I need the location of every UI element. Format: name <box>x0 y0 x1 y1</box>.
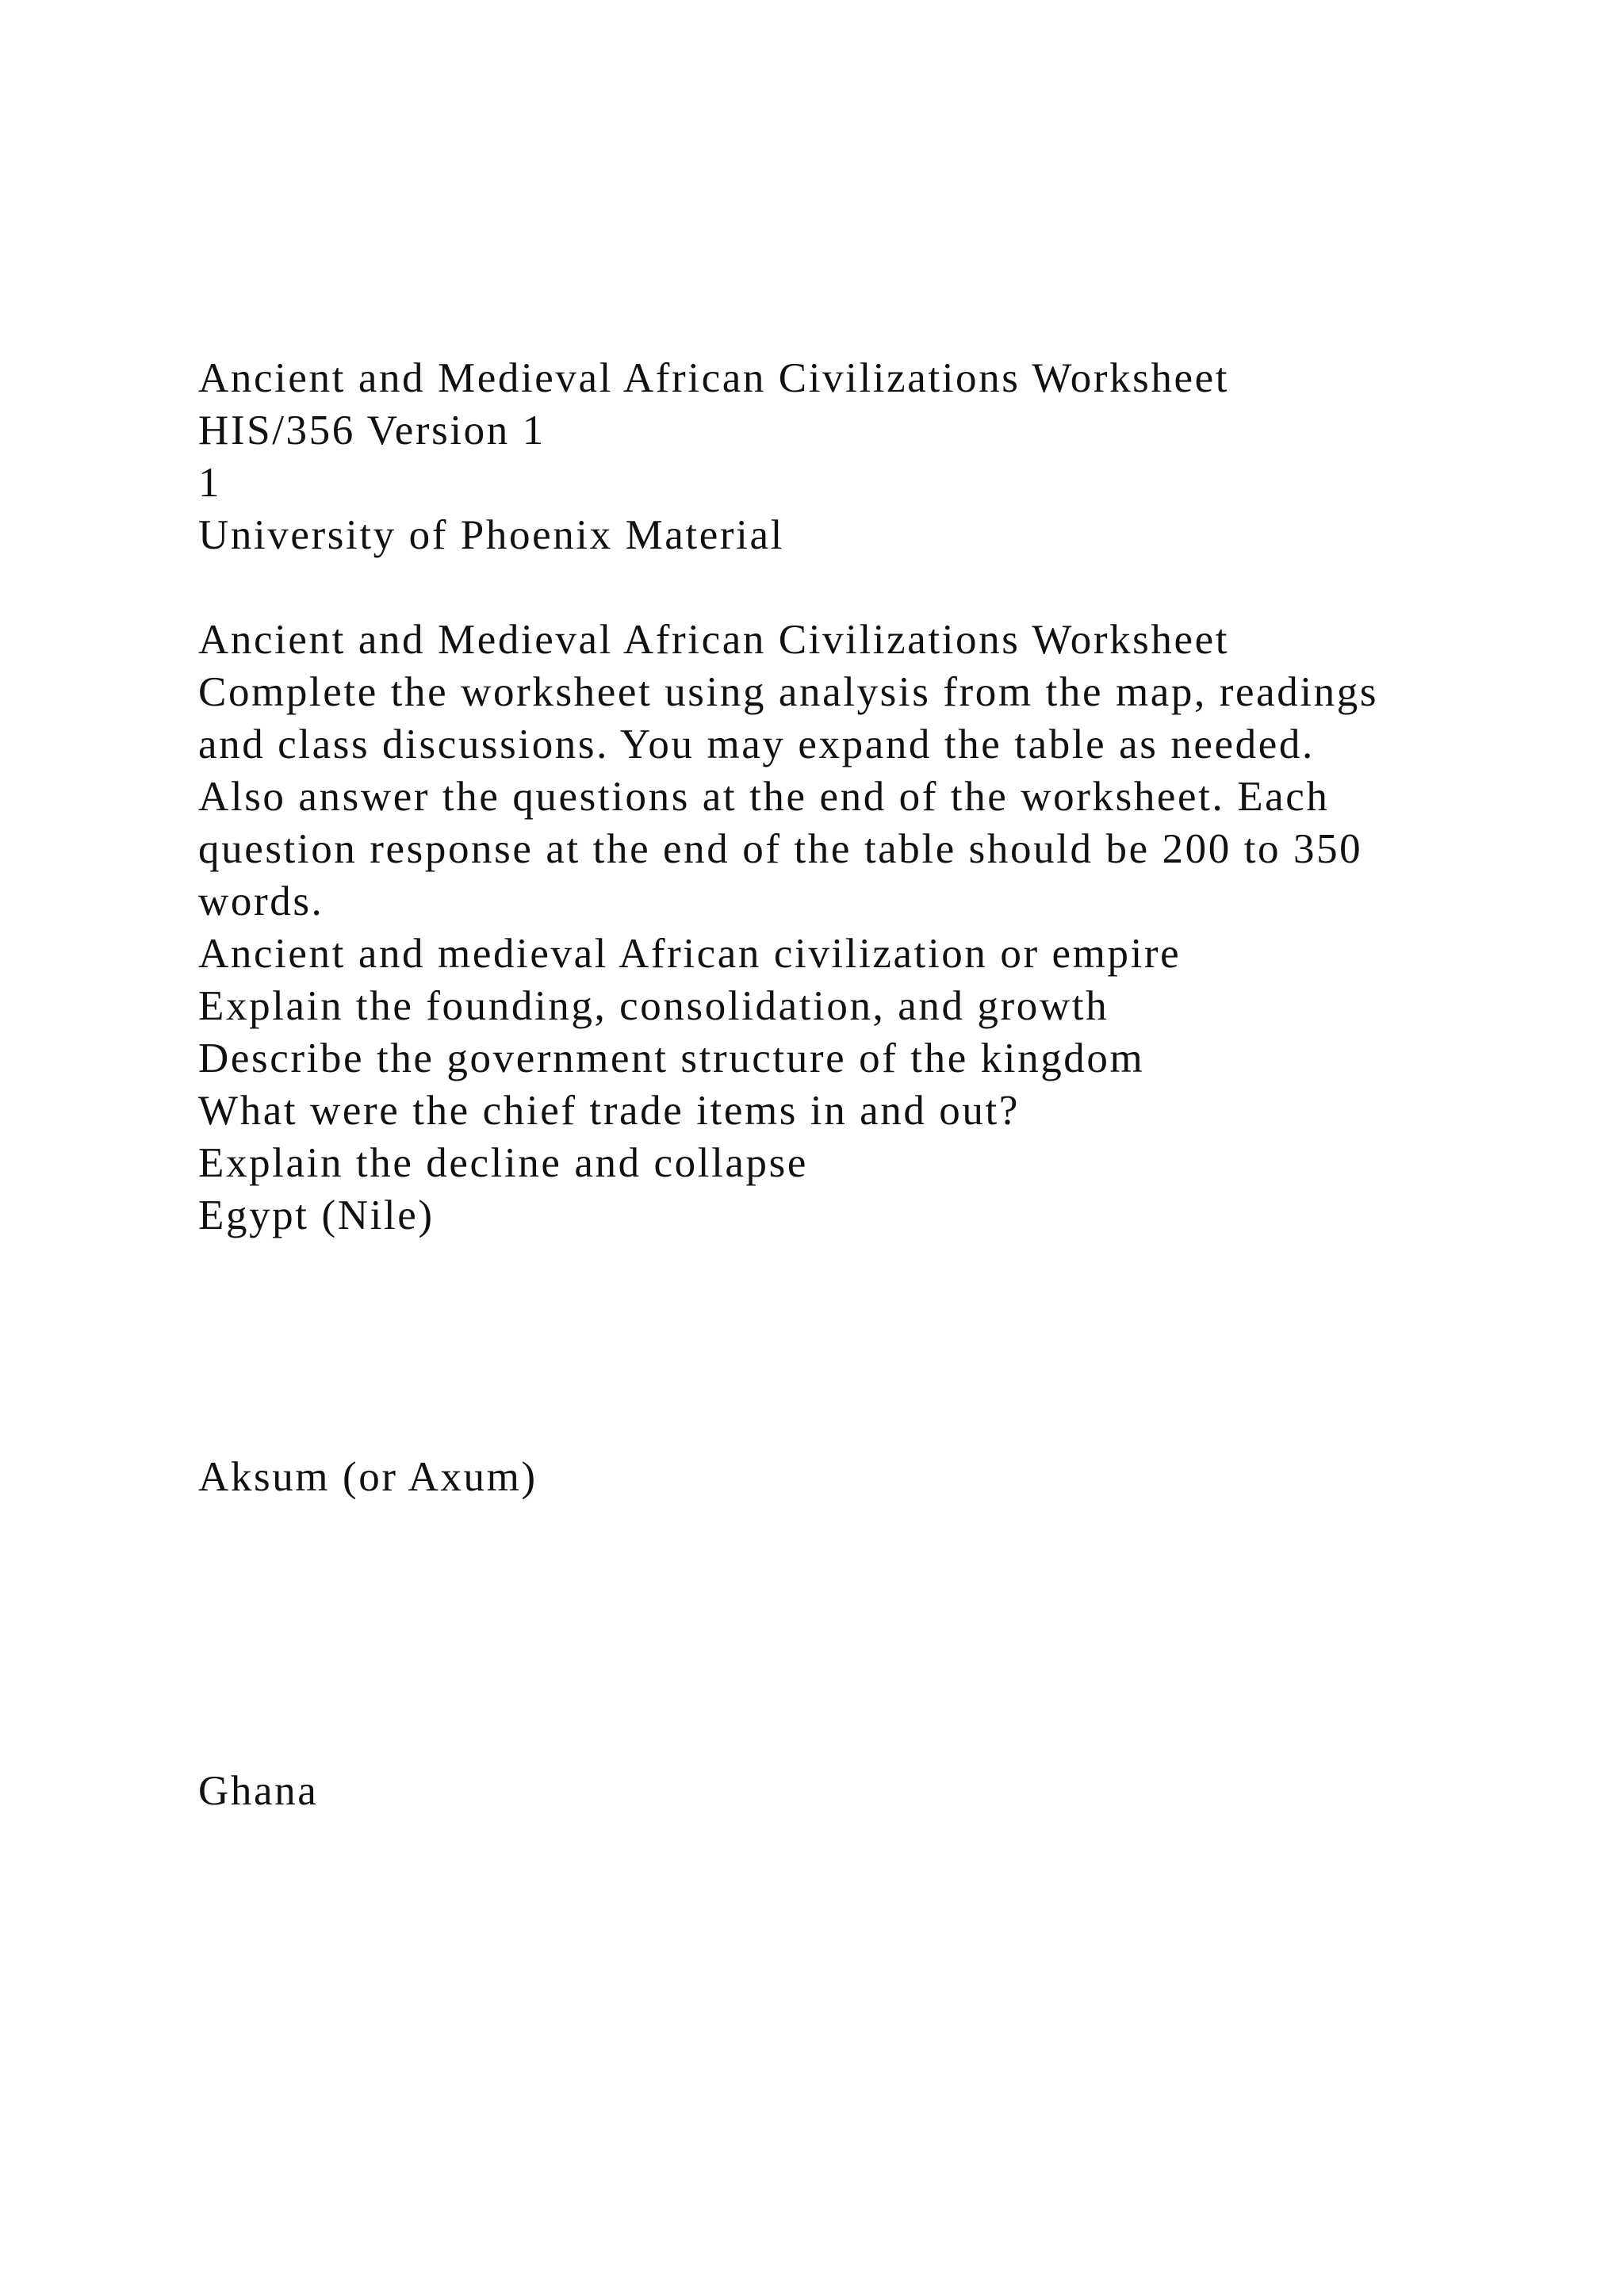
instructions-line: Complete the worksheet using analysis from the map, readings <box>198 669 1379 715</box>
table-row-label-ghana: Ghana <box>198 1768 319 1814</box>
source-label: University of Phoenix Material <box>198 512 784 558</box>
table-column-header: What were the chief trade items in and out? <box>198 1088 1020 1134</box>
table-row-label-egypt: Egypt (Nile) <box>198 1192 435 1238</box>
page-number: 1 <box>198 460 222 506</box>
table-column-header: Explain the decline and collapse <box>198 1140 808 1186</box>
instructions-line: and class discussions. You may expand the table as needed. <box>198 721 1315 767</box>
instructions-line: Also answer the questions at the end of the worksheet. Each <box>198 774 1330 820</box>
course-version: HIS/356 Version 1 <box>198 408 546 453</box>
instructions-line: words. <box>198 878 324 924</box>
table-column-header: Explain the founding, consolidation, and growth <box>198 983 1109 1029</box>
document-title: Ancient and Medieval African Civilizations Worksheet <box>198 355 1230 401</box>
table-column-header: Describe the government structure of the kingdom <box>198 1035 1145 1081</box>
worksheet-heading: Ancient and Medieval African Civilizations Worksheet <box>198 617 1230 663</box>
instructions-line: question response at the end of the table should be 200 to 350 <box>198 826 1363 872</box>
table-row-label-aksum: Aksum (or Axum) <box>198 1454 538 1500</box>
table-column-header: Ancient and medieval African civilization or empire <box>198 931 1182 977</box>
